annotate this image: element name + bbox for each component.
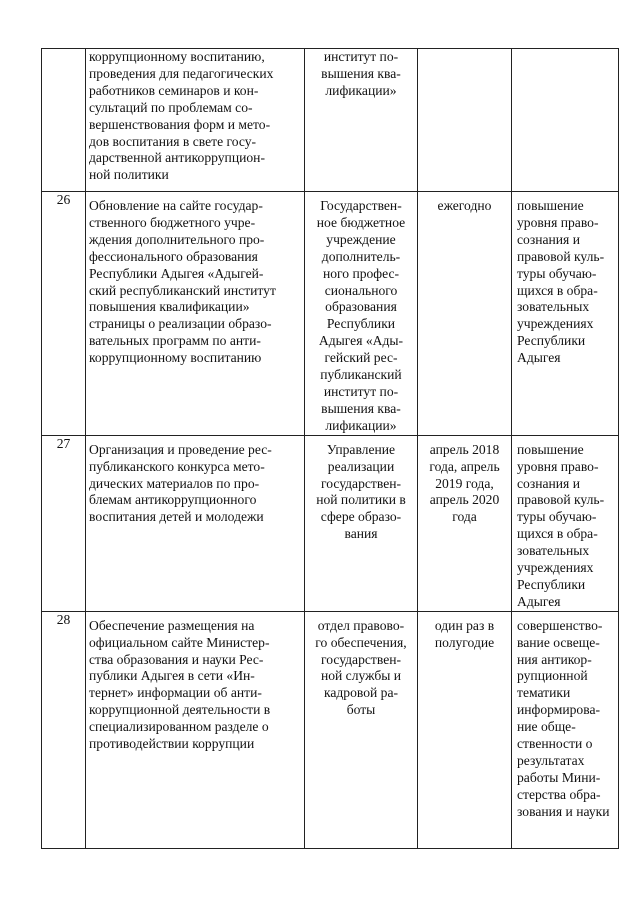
- term-cell: [418, 192, 512, 436]
- activity-cell: [86, 192, 305, 436]
- executor-cell: [305, 192, 418, 436]
- plan-table: [41, 48, 619, 849]
- activity-cell: [86, 611, 305, 848]
- activity-cell-line: Республики Адыгея «Адыгей-: [89, 265, 264, 281]
- plan-table-body: [42, 49, 619, 849]
- activity-cell-line: работников семинаров и кон-: [89, 82, 259, 98]
- result-cell-line: зовательных: [517, 543, 590, 559]
- result-cell-line: ственности о: [517, 736, 593, 752]
- result-cell-line: Республики: [517, 333, 586, 349]
- row-number: [42, 435, 86, 611]
- term-cell-line: года, апрель: [429, 458, 500, 474]
- result-cell-line: щихся в обра-: [517, 526, 598, 542]
- executor-cell-line: сфере образо-: [320, 509, 402, 525]
- result-cell-line: щихся в обра-: [517, 282, 598, 298]
- executor-cell: [305, 611, 418, 848]
- row-number: [42, 192, 86, 436]
- result-cell-line: совершенство-: [517, 617, 603, 633]
- result-cell-line: информирова-: [517, 702, 601, 718]
- activity-cell-line: публиканского конкурса мето-: [89, 458, 265, 474]
- result-cell-line: зовательных: [517, 299, 590, 315]
- activity-cell-line: Обеспечение размещения на: [89, 617, 255, 633]
- activity-cell-line: публики Адыгея в сети «Ин-: [89, 668, 255, 684]
- executor-cell-line: Управление: [326, 441, 396, 457]
- table-row: [42, 49, 619, 192]
- activity-cell-line: коррупционному воспитанию,: [89, 49, 265, 64]
- activity-cell-line: повышения квалификации»: [89, 299, 250, 315]
- activity-cell-line: ственного бюджетного учре-: [89, 214, 256, 230]
- term-cell-line: ежегодно: [437, 198, 492, 213]
- executor-cell-line: государствен-: [320, 651, 402, 667]
- row-number-text: 28: [56, 611, 71, 627]
- result-cell: [512, 611, 619, 848]
- activity-cell-line: дарственной антикоррупцион-: [89, 150, 265, 166]
- activity-cell-line: коррупционной деятельности в: [89, 702, 271, 718]
- term-cell: [418, 49, 512, 192]
- result-cell-line: уровня право-: [517, 214, 599, 230]
- result-cell-line: повышение: [517, 198, 584, 213]
- table-row: [42, 435, 619, 611]
- executor-cell-line: гейский рес-: [324, 350, 398, 366]
- activity-cell-line: ной политики: [89, 167, 169, 183]
- term-cell-line: полугодие: [434, 634, 495, 650]
- result-cell-line: ние обще-: [517, 719, 576, 735]
- executor-cell-line: отдел правово-: [317, 617, 405, 633]
- activity-cell-line: Организация и проведение рес-: [89, 441, 272, 457]
- result-cell-line: повышение: [517, 441, 584, 457]
- activity-cell-line: противодействии коррупции: [89, 736, 255, 752]
- row-number-text: 27: [56, 435, 71, 451]
- activity-cell-line: ский республиканский институт: [89, 282, 276, 298]
- row-number: [42, 611, 86, 848]
- executor-cell-line: учреждение: [326, 231, 396, 247]
- result-cell-line: сознания и: [517, 231, 580, 247]
- result-cell-line: туры обучаю-: [517, 265, 597, 281]
- table-row: [42, 192, 619, 436]
- term-cell: [418, 435, 512, 611]
- result-cell-line: туры обучаю-: [517, 509, 597, 525]
- executor-cell-line: государствен-: [320, 475, 402, 491]
- executor-cell-line: вышения ква-: [321, 65, 401, 81]
- result-cell-line: Республики: [517, 576, 586, 592]
- result-cell-line: сознания и: [517, 475, 580, 491]
- result-cell-line: уровня право-: [517, 458, 599, 474]
- activity-cell-line: воспитания детей и молодежи: [89, 509, 264, 525]
- term-cell-line: апрель 2018: [429, 441, 500, 457]
- executor-cell-line: образования: [325, 299, 397, 315]
- term-cell-line: года: [452, 509, 477, 525]
- row-number-text: 26: [56, 192, 71, 207]
- result-cell-line: результатах: [517, 753, 585, 768]
- result-cell-line: Адыгея: [517, 593, 561, 609]
- result-cell-line: ния антикор-: [517, 651, 592, 667]
- executor-cell: [305, 435, 418, 611]
- result-cell: [512, 435, 619, 611]
- result-cell-line: вание освеще-: [517, 634, 600, 650]
- result-cell-line: правовой куль-: [517, 248, 605, 264]
- executor-cell-line: институт по-: [323, 383, 399, 399]
- executor-cell-line: дополнитель-: [321, 248, 401, 264]
- activity-cell-line: фессионального образования: [89, 248, 258, 264]
- activity-cell-line: Обновление на сайте государ-: [89, 198, 263, 213]
- activity-cell-line: дов воспитания в свете госу-: [89, 133, 257, 149]
- result-cell-line: правовой куль-: [517, 492, 605, 508]
- activity-cell: [86, 49, 305, 192]
- result-cell-line: зования и науки: [517, 803, 610, 819]
- activity-cell-line: сультаций по проблемам со-: [89, 99, 253, 115]
- activity-cell-line: ства образования и науки Рес-: [89, 651, 264, 667]
- activity-cell-line: ждения дополнительного про-: [89, 231, 265, 247]
- executor-cell-line: вышения ква-: [321, 400, 401, 416]
- executor-cell-line: Адыгея «Ады-: [318, 333, 404, 349]
- executor-cell-line: вания: [344, 526, 378, 542]
- activity-cell-line: коррупционному воспитанию: [89, 350, 262, 366]
- term-cell-line: 2019 года,: [435, 475, 494, 491]
- term-cell: [418, 611, 512, 848]
- activity-cell-line: официальном сайте Министер-: [89, 634, 270, 650]
- result-cell-line: Адыгея: [517, 350, 561, 366]
- result-cell-line: рупционной: [517, 668, 588, 684]
- executor-cell-line: боты: [346, 702, 376, 718]
- result-cell-line: учреждениях: [517, 316, 594, 332]
- executor-cell-line: ной политики в: [316, 492, 406, 508]
- result-cell-line: тематики: [517, 685, 571, 701]
- executor-cell-line: институт по-: [323, 49, 399, 64]
- executor-cell-line: лификации»: [325, 82, 397, 98]
- row-number: [42, 49, 86, 192]
- executor-cell-line: ной службы и: [320, 668, 402, 684]
- term-cell-line: апрель 2020: [429, 492, 500, 508]
- executor-cell-line: сионального: [324, 282, 398, 298]
- executor-cell-line: Государствен-: [320, 198, 402, 213]
- executor-cell-line: лификации»: [325, 417, 397, 433]
- term-cell-line: один раз в: [434, 617, 495, 633]
- activity-cell-line: блемам антикоррупционного: [89, 492, 257, 508]
- activity-cell-line: страницы о реализации образо-: [89, 316, 272, 332]
- result-cell: [512, 192, 619, 436]
- executor-cell-line: го обеспечения,: [315, 634, 407, 650]
- result-cell-line: стерства обра-: [517, 786, 601, 802]
- executor-cell-line: ное бюджетное: [316, 214, 406, 230]
- table-row: [42, 611, 619, 848]
- executor-cell-line: публиканский: [320, 367, 402, 383]
- executor-cell-line: ного профес-: [322, 265, 400, 281]
- executor-cell: [305, 49, 418, 192]
- activity-cell-line: вершенствования форм и мето-: [89, 116, 271, 132]
- activity-cell-line: дических материалов по про-: [89, 475, 260, 491]
- executor-cell-line: кадровой ра-: [323, 685, 399, 701]
- result-cell: [512, 49, 619, 192]
- executor-cell-line: Республики: [326, 316, 396, 332]
- activity-cell-line: проведения для педагогических: [89, 65, 274, 81]
- activity-cell-line: вательных программ по анти-: [89, 333, 261, 349]
- result-cell-line: учреждениях: [517, 560, 594, 576]
- activity-cell-line: специализированном разделе о: [89, 719, 269, 735]
- activity-cell-line: тернет» информации об анти-: [89, 685, 262, 701]
- activity-cell: [86, 435, 305, 611]
- result-cell-line: работы Мини-: [517, 769, 601, 785]
- executor-cell-line: реализации: [327, 458, 395, 474]
